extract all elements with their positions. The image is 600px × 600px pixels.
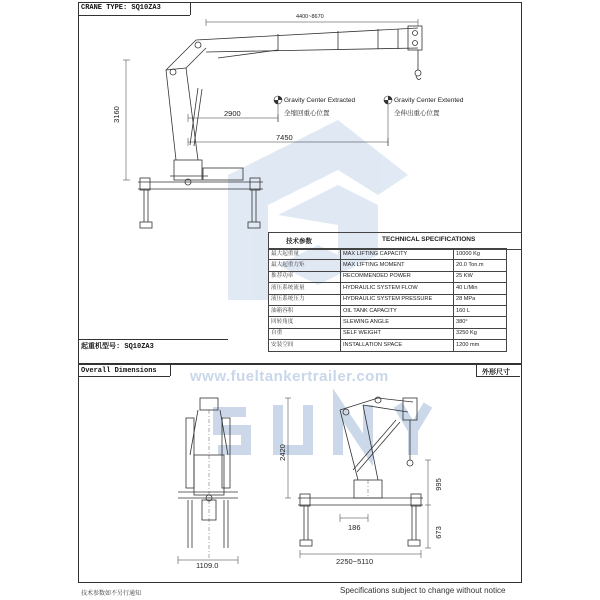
gravity-center-extended-marker (384, 96, 392, 104)
spec-value-cell: 1200 mm (454, 340, 507, 351)
spec-table (268, 248, 507, 352)
spec-value-cell: 40 L/Min (454, 283, 507, 294)
overall-title-divider (170, 364, 171, 376)
dim-height-3160: 3160 (111, 106, 121, 123)
gc-extended-cn: 全伸出重心位置 (394, 110, 440, 117)
spec-cn-cell: 安装空间 (269, 340, 341, 351)
spec-cn-cell: 推荐功率 (269, 271, 341, 282)
overall-cn-underline (476, 376, 520, 377)
model-cn-label: 起重机型号: SQ10ZA3 (81, 343, 154, 351)
spec-cn-cell: 最大起重力矩 (269, 260, 341, 271)
footer-en: Specifications subject to change without notice (340, 586, 506, 595)
spec-value-cell: 160 L (454, 305, 507, 316)
spec-value-cell: 3250 Kg (454, 328, 507, 339)
spec-head-cn: 技术参数 (286, 238, 312, 245)
gc-extracted-cn: 全缩回重心位置 (284, 110, 330, 117)
dim-673: 673 (433, 526, 443, 539)
overall-title-cn: 外形尺寸 (482, 369, 510, 377)
dim-186: 186 (348, 523, 361, 532)
spec-en-cell: INSTALLATION SPACE (341, 340, 454, 351)
dim-7450: 7450 (276, 133, 293, 142)
spec-row (269, 340, 507, 351)
watermark-brand (218, 405, 428, 455)
spec-cn-cell: 液压系统流量 (269, 283, 341, 294)
dim-outrigger-range: 2250~5110 (336, 557, 374, 566)
spec-row (269, 249, 507, 260)
gc-extended-en: Gravity Center Extented (394, 97, 464, 104)
spec-en-cell: HYDRAULIC SYSTEM FLOW (341, 283, 454, 294)
spec-value-cell: 380° (454, 317, 507, 328)
spec-en-cell: HYDRAULIC SYSTEM PRESSURE (341, 294, 454, 305)
crane-type-label: CRANE TYPE: SQ10ZA3 (81, 4, 161, 12)
spec-cn-cell: 液压系统压力 (269, 294, 341, 305)
spec-value-cell: 10000 Kg (454, 249, 507, 260)
spec-cn-cell: 回转角度 (269, 317, 341, 328)
spec-en-cell: MAX LIFTING CAPACITY (341, 249, 454, 260)
gc-extracted-en: Gravity Center Extracted (284, 97, 356, 104)
spec-value-cell: 25 KW (454, 271, 507, 282)
gravity-center-extracted-marker (274, 96, 282, 104)
spec-en-cell: SELF WEIGHT (341, 328, 454, 339)
dim-reach-range: 4400~8670 (296, 14, 324, 20)
spec-row (269, 260, 507, 271)
spec-value-cell: 20.0 Ton.m (454, 260, 507, 271)
watermark-url: www.fueltankertrailer.com (190, 368, 389, 385)
spec-row (269, 305, 507, 316)
overall-title-en: Overall Dimensions (81, 367, 157, 375)
dim-995: 995 (433, 478, 443, 491)
spec-cn-cell: 自重 (269, 328, 341, 339)
dim-1109: 1109.0 (196, 561, 219, 570)
spec-head-en: TECHNICAL SPECIFICATIONS (382, 236, 476, 243)
overall-title-underline (78, 376, 170, 377)
footer-cn: 技术参数如不另行通知 (81, 591, 142, 597)
spec-row (269, 328, 507, 339)
overall-cn-divider (476, 364, 477, 376)
spec-row (269, 283, 507, 294)
dim-2900: 2900 (224, 109, 241, 118)
spec-cn-cell: 油箱容积 (269, 305, 341, 316)
spec-value-cell: 28 MPa (454, 294, 507, 305)
spec-cn-cell: 最大起重量 (269, 249, 341, 260)
spec-row (269, 271, 507, 282)
spec-en-cell: MAX LIFTING MOMENT (341, 260, 454, 271)
spec-en-cell: OIL TANK CAPACITY (341, 305, 454, 316)
drawing-sheet (78, 0, 522, 600)
dim-2420: 2420 (277, 444, 287, 461)
spec-en-cell: SLEWING ANGLE (341, 317, 454, 328)
front-view (178, 398, 238, 560)
spec-en-cell: RECOMMENDED POWER (341, 271, 454, 282)
spec-row (269, 317, 507, 328)
spec-row (269, 294, 507, 305)
